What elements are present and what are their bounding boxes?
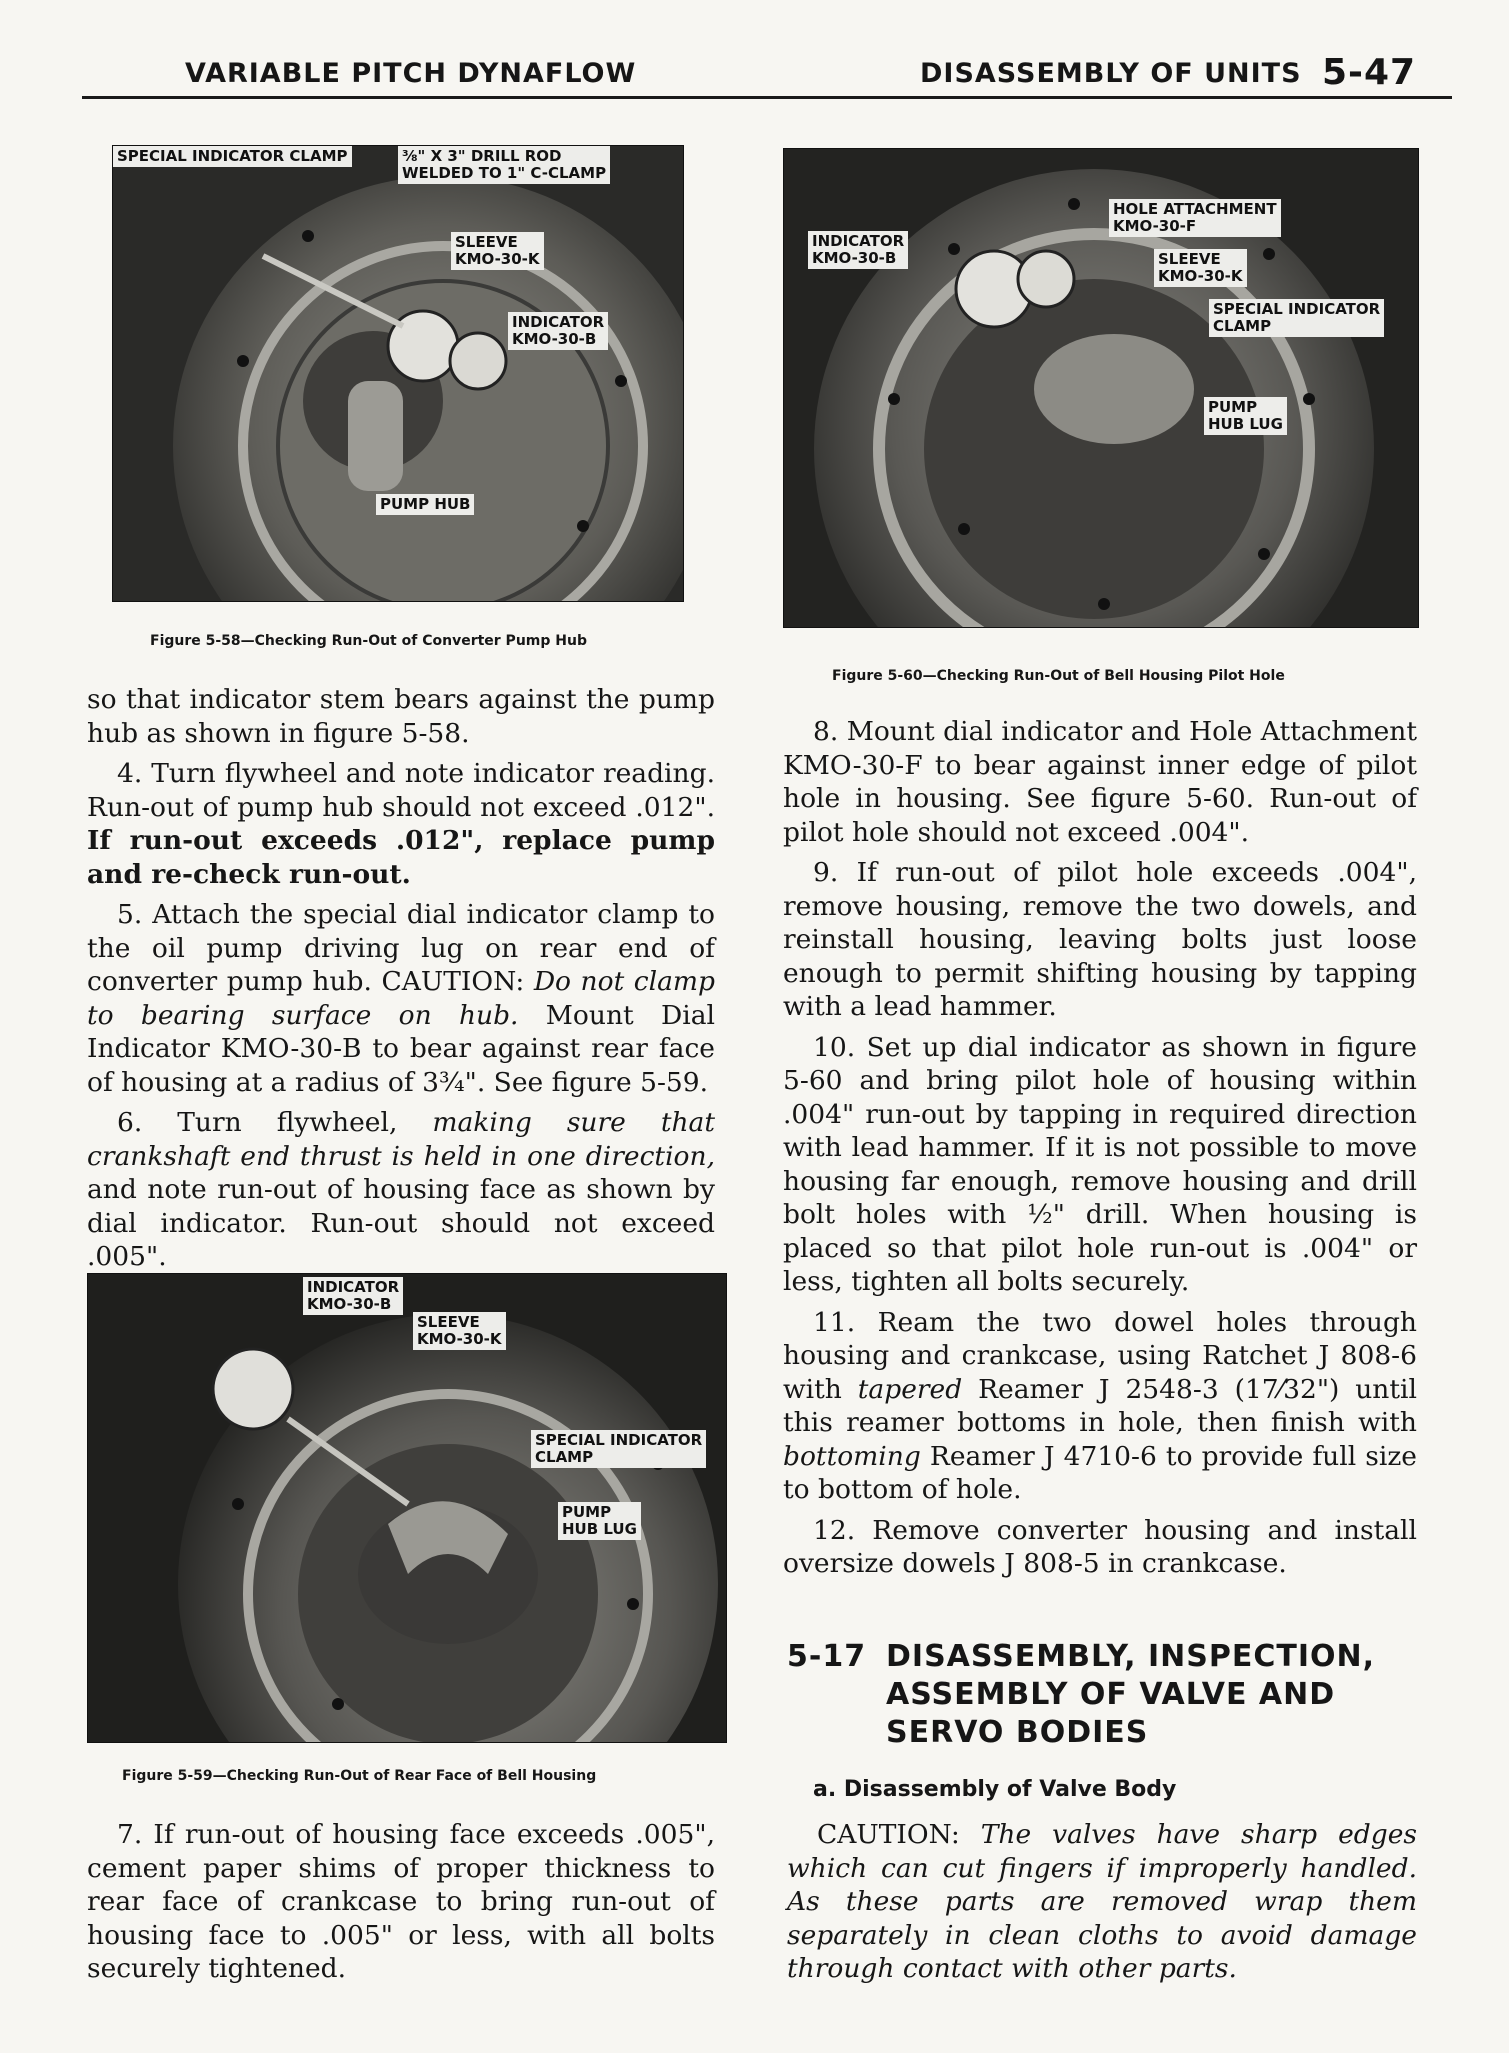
paragraph-step-11: [783, 1306, 1417, 1507]
running-head-left: VARIABLE PITCH DYNAFLOW: [185, 58, 637, 89]
figure-5-60-photo: [783, 148, 1419, 628]
step-6-italic: making sure that crankshaft end thrust is held in one direction,: [87, 1107, 715, 1172]
left-column-upper-text: [87, 683, 715, 1281]
label-indicator: INDICATOR KMO-30-B: [508, 312, 608, 350]
figure-5-59-caption: Figure 5-59—Checking Run-Out of Rear Face of Bell Housing: [122, 1768, 597, 1784]
label-sleeve: SLEEVE KMO-30-K: [451, 232, 544, 270]
step-11-text-e: Reamer J 4710-6 to provide full size to bottom of hole.: [783, 1440, 1417, 1505]
section-title-line-2: ASSEMBLY OF VALVE AND: [886, 1677, 1336, 1712]
figure-5-58-illustration: [113, 146, 683, 601]
paragraph-step-10: 10. Set up dial indicator as shown in figure 5-60 and bring pilot hole of housing within .004" run-out by tapping in required direction with lead hammer. If it is not possible to move housing far enough, remove housing and drill bolt holes with ½" drill. When housing is placed so that pilot hole run-out is .004" or less, tighten all bolts securely.: [783, 1031, 1417, 1297]
running-head-right: DISASSEMBLY OF UNITS: [920, 58, 1302, 89]
figure-5-60-illustration: [784, 149, 1418, 627]
paragraph-step-6: [87, 1106, 715, 1274]
step-5-text-c: Mount Dial Indicator KMO-30-B to bear against rear face of housing at a radius of 3¾". See figure 5-59.: [87, 999, 715, 1098]
section-title-line-1: DISASSEMBLY, INSPECTION,: [886, 1639, 1376, 1674]
step-6-text-a: 6. Turn flywheel,: [117, 1107, 398, 1138]
label-indicator: INDICATOR KMO-30-B: [303, 1277, 403, 1315]
label-sleeve: SLEEVE KMO-30-K: [413, 1312, 506, 1350]
section-number: 5-17: [787, 1639, 867, 1674]
label-hole-attachment: HOLE ATTACHMENT KMO-30-F: [1109, 199, 1281, 237]
figure-5-60-caption: Figure 5-60—Checking Run-Out of Bell Housing Pilot Hole: [832, 668, 1285, 684]
step-11-text-a: 11. Ream the two dowel holes through housing and crankcase, using Ratchet J 808-6 with: [783, 1306, 1417, 1405]
label-special-indicator-clamp: SPECIAL INDICATOR CLAMP: [531, 1430, 706, 1468]
step-4-text: 4. Turn flywheel and note indicator reading. Run-out of pump hub should not exceed .012".: [87, 758, 715, 823]
caution-label: CAUTION:: [817, 1819, 960, 1850]
label-special-indicator-clamp: SPECIAL INDICATOR CLAMP: [113, 146, 352, 167]
paragraph-step-5: [87, 898, 715, 1099]
caution-block: [787, 1818, 1417, 1993]
paragraph-step-4: [87, 757, 715, 891]
label-pump-hub: PUMP HUB: [376, 494, 474, 515]
paragraph-step-9: 9. If run-out of pilot hole exceeds .004", remove housing, remove the two dowels, and reinstall housing, leaving bolts just loose enough to permit shifting housing by tapping with a lead hammer.: [783, 857, 1417, 1022]
step-4-bold: If run-out exceeds .012", replace pump and re-check run-out.: [87, 825, 715, 890]
step-11-italic-d: bottoming: [783, 1440, 921, 1472]
paragraph-step-8: 8. Mount dial indicator and Hole Attachment KMO-30-F to bear against inner edge of pilot hole in housing. See figure 5-60. Run-out of pilot hole should not exceed .004".: [783, 716, 1417, 848]
figure-5-58-caption: Figure 5-58—Checking Run-Out of Converter Pump Hub: [150, 633, 587, 649]
label-drill-rod: ⅜" X 3" DRILL ROD WELDED TO 1" C-CLAMP: [398, 146, 610, 184]
step-11-italic-b: tapered: [857, 1373, 963, 1405]
caution-text: The valves have sharp edges which can cut fingers if improperly handled. As these parts are removed wrap them separately in clean cloths to avoid damage through contact with other parts.: [787, 1819, 1417, 1984]
right-column-text: [783, 715, 1417, 1588]
label-indicator: INDICATOR KMO-30-B: [808, 231, 908, 269]
label-pump-hub-lug: PUMP HUB LUG: [1204, 397, 1287, 435]
section-title-line-3: SERVO BODIES: [886, 1715, 1149, 1750]
figure-5-59-photo: [87, 1273, 727, 1743]
step-5-text-a: 5. Attach the special dial indicator clamp to the oil pump driving lug on rear end of converter pump hub. CAUTION:: [87, 899, 715, 997]
paragraph-step-12: 12. Remove converter housing and install oversize dowels J 808-5 in crankcase.: [783, 1514, 1417, 1579]
paragraph-step-7: 7. If run-out of housing face exceeds .005", cement paper shims of proper thickness to rear face of crankcase to bring run-out of housing face to .005" or less, with all bolts securely tightened.: [87, 1819, 715, 1984]
label-sleeve: SLEEVE KMO-30-K: [1154, 249, 1247, 287]
left-column-lower-text: [87, 1818, 715, 1993]
label-special-indicator-clamp: SPECIAL INDICATOR CLAMP: [1209, 299, 1384, 337]
label-pump-hub-lug: PUMP HUB LUG: [558, 1502, 641, 1540]
subsection-heading: a. Disassembly of Valve Body: [813, 1777, 1177, 1802]
header-rule: [82, 96, 1452, 99]
step-11-text-c: Reamer J 2548-3 (17⁄32") until this reamer bottoms in hole, then finish with: [783, 1373, 1417, 1438]
paragraph-continuation: so that indicator stem bears against the pump hub as shown in figure 5-58.: [87, 684, 715, 749]
figure-5-58-photo: [112, 145, 684, 602]
step-5-caution-italic: Do not clamp to bearing surface on hub.: [87, 966, 715, 1031]
step-6-text-c: and note run-out of housing face as shown by dial indicator. Run-out should not exceed .005".: [87, 1174, 715, 1272]
page-number: 5-47: [1322, 52, 1417, 93]
